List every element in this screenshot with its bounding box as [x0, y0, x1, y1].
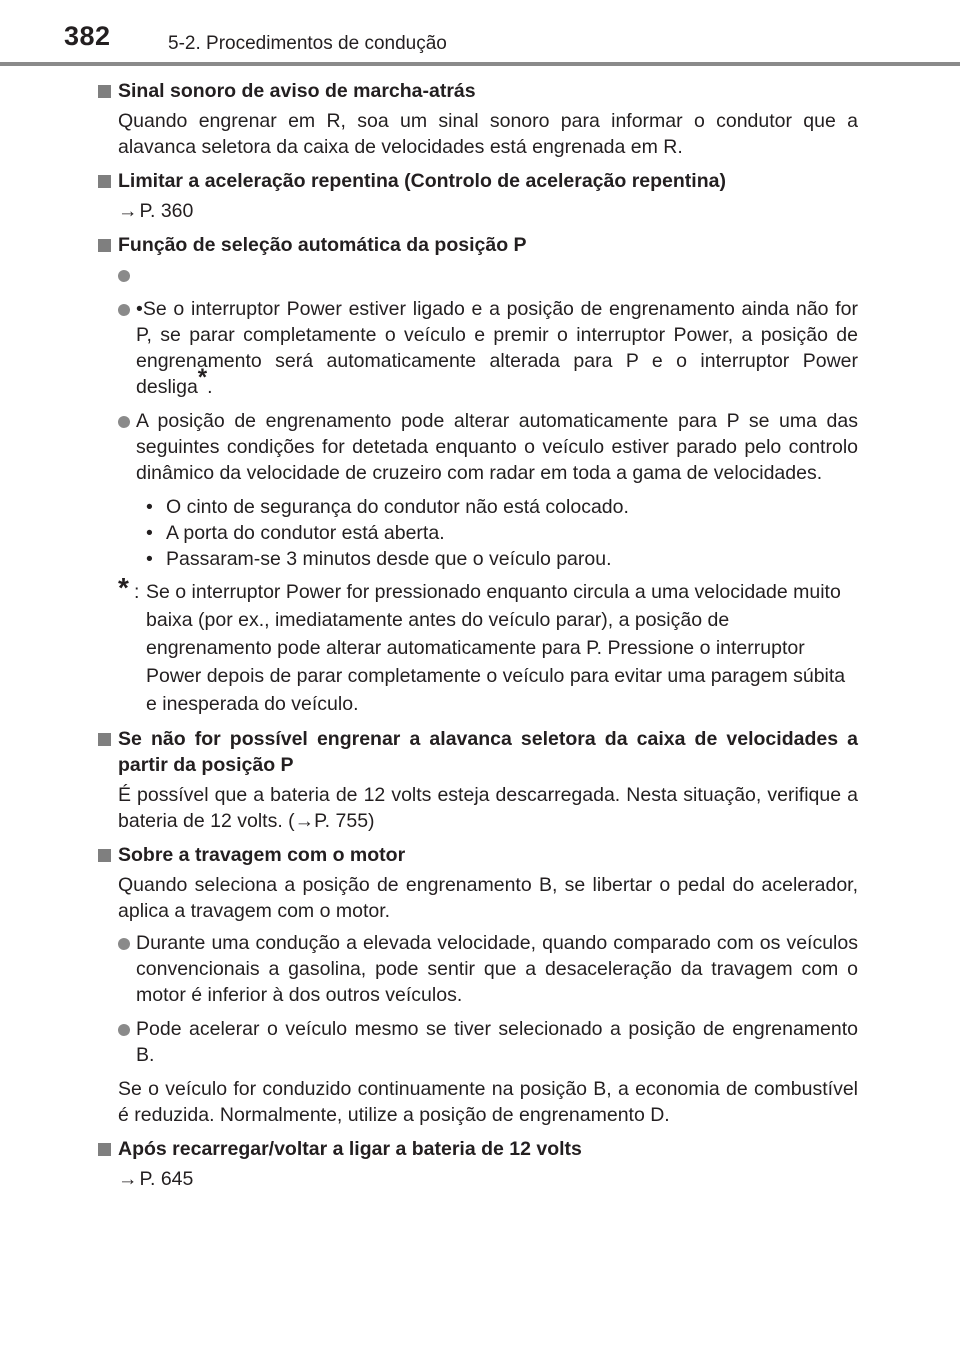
section-heading-text: Função de seleção automática da posição P — [118, 234, 527, 256]
section-heading-text: Limitar a aceleração repentina (Controlo de aceleração repentina) — [118, 170, 726, 192]
list-item — [98, 262, 858, 288]
condition-text: O cinto de segurança do condutor não está colocado. — [166, 496, 629, 518]
list-item — [98, 408, 858, 486]
round-bullet-icon — [118, 416, 130, 428]
small-bullet-icon: • — [146, 496, 153, 518]
list-item-text: Pode acelerar o veículo mesmo se tiver selecionado a posição de engrenamento B. — [136, 1018, 858, 1066]
square-bullet-icon — [98, 85, 111, 98]
round-bullet-icon — [118, 1024, 130, 1036]
page-reference — [98, 198, 858, 224]
arrow-right-icon: → — [118, 1168, 138, 1190]
section-engine-braking — [98, 842, 858, 1128]
section-heading — [98, 1136, 858, 1162]
arrow-right-icon: → — [118, 200, 138, 222]
header-divider — [0, 62, 960, 66]
condition-item — [146, 494, 858, 520]
section-heading — [98, 168, 858, 194]
section-heading-text: Sobre a travagem com o motor — [118, 844, 406, 866]
square-bullet-icon — [98, 733, 111, 746]
page-reference-text: P. 645 — [139, 1168, 194, 1190]
small-bullet-icon: • — [146, 522, 153, 544]
condition-list — [98, 494, 858, 572]
paragraph: Quando engrenar em R, soa um sinal sonoro para informar o condutor que a alavanca seletora da caixa de velocidades está engrenada em R. — [118, 110, 858, 158]
round-bullet-icon — [118, 270, 130, 282]
page-reference — [98, 1166, 858, 1192]
page-reference-text: P. 360 — [139, 200, 194, 222]
section-heading — [98, 842, 858, 868]
condition-item — [146, 546, 858, 572]
section-heading-text: Sinal sonoro de aviso de marcha-atrás — [118, 80, 476, 102]
footnote-text: Se o interruptor Power for pressionado enquanto circula a uma velocidade muito baixa (por ex., imediatamente antes do veículo parar), a posição de engrenamento pode alterar automaticamente para P. Pressione o interruptor Power depois de parar completamente o veículo para evitar uma paragem súbita e inesperada do veículo. — [146, 581, 846, 715]
page-content — [98, 78, 858, 1200]
list-item — [98, 1016, 858, 1068]
square-bullet-icon — [98, 175, 111, 188]
condition-text: A porta do condutor está aberta. — [166, 522, 445, 544]
condition-item — [146, 520, 858, 546]
square-bullet-icon — [98, 849, 111, 862]
condition-text: Passaram-se 3 minutos desde que o veículo parou. — [166, 548, 612, 570]
sentence-end: . — [207, 376, 213, 398]
paragraph: É possível que a bateria de 12 volts esteja descarregada. Nesta situação, verifique a bateria de 12 volts. (→P. 755) — [118, 784, 858, 832]
section-sudden-acceleration — [98, 168, 858, 224]
list-item-text: A posição de engrenamento pode alterar automaticamente para P se uma das seguintes condições for detetada enquanto o veículo estiver parado pelo controlo dinâmico da velocidade de cruzeiro com radar em toda a gama de velocidades. — [136, 410, 858, 484]
page-header — [0, 0, 960, 66]
page-number: 382 — [64, 21, 111, 51]
section-heading — [98, 232, 858, 258]
round-bullet-icon — [118, 938, 130, 950]
footnote — [98, 572, 858, 718]
square-bullet-icon — [98, 239, 111, 252]
list-item-text: •Se o interruptor Power estiver ligado e a posição de engrenamento ainda não for P, se parar completamente o veículo e premir o interruptor Power, a posição de engrenamento será automaticamente alterada para P e o interruptor Power desliga — [136, 298, 858, 398]
list-item — [98, 296, 858, 400]
section-cannot-shift — [98, 726, 858, 834]
section-battery-reconnect — [98, 1136, 858, 1192]
section-heading-text: Após recarregar/voltar a ligar a bateria de 12 volts — [118, 1138, 582, 1160]
footnote-star: * — [118, 572, 129, 603]
section-reverse-buzzer — [98, 78, 858, 160]
paragraph: Se o veículo for conduzido continuamente na posição B, a economia de combustível é reduzida. Normalmente, utilize a posição de engrenamento D. — [118, 1078, 858, 1126]
list-item-text: Durante uma condução a elevada velocidade, quando comparado com os veículos convencionais a gasolina, pode sentir que a desaceleração da travagem com o motor é inferior à dos outros veículos. — [136, 932, 858, 1006]
footnote-colon: : — [134, 581, 140, 603]
square-bullet-icon — [98, 1143, 111, 1156]
section-heading — [98, 726, 858, 778]
footnote-star: * — [197, 364, 208, 391]
list-item — [98, 930, 858, 1008]
section-auto-p — [98, 232, 858, 718]
small-bullet-icon: • — [146, 548, 153, 570]
paragraph: Quando seleciona a posição de engrenamento B, se libertar o pedal do acelerador, aplica a travagem com o motor. — [118, 874, 858, 922]
section-heading — [98, 78, 858, 104]
section-heading-text: Se não for possível engrenar a alavanca seletora da caixa de velocidades a partir da posição P — [118, 728, 858, 776]
round-bullet-icon — [118, 304, 130, 316]
chapter-section-title: 5-2. Procedimentos de condução — [168, 33, 447, 54]
